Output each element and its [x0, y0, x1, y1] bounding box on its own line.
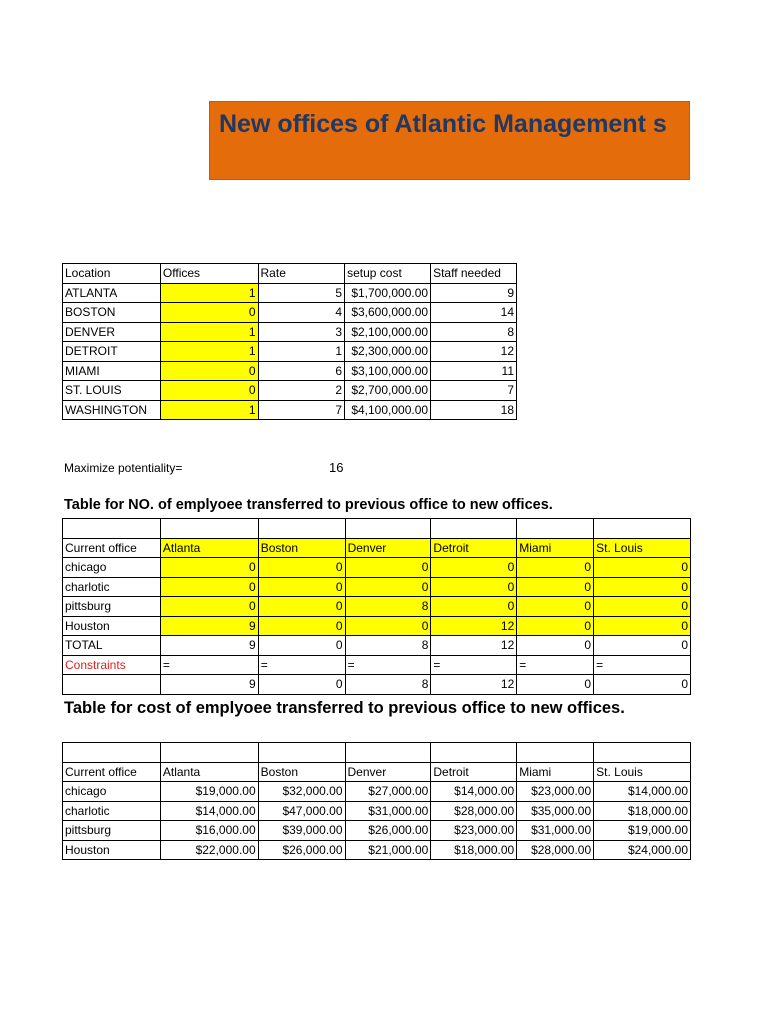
offices-cell[interactable]: 0: [160, 303, 258, 323]
transfer-count-cell[interactable]: 0: [517, 597, 594, 617]
office-name-cell[interactable]: pittsburg: [63, 821, 161, 841]
total-cell[interactable]: 0: [594, 636, 691, 656]
table-row: [63, 342, 517, 362]
empty-cell[interactable]: [63, 675, 161, 695]
locations-table: [62, 263, 517, 420]
transfer-count-cell[interactable]: 0: [594, 616, 691, 636]
required-cell[interactable]: 0: [594, 675, 691, 695]
value-cell[interactable]: 7: [431, 381, 517, 401]
value-cell[interactable]: $3,100,000.00: [345, 361, 431, 381]
transfer-table-heading: Table for NO. of emplyoee transferred to previous office to new offices.: [64, 497, 553, 513]
column-header[interactable]: Detroit: [431, 762, 517, 782]
transfer-count-cell[interactable]: 0: [431, 597, 517, 617]
value-cell[interactable]: 11: [431, 361, 517, 381]
transfer-count-cell[interactable]: 0: [431, 558, 517, 578]
transfer-count-cell[interactable]: 0: [160, 558, 258, 578]
transfer-count-cell[interactable]: 8: [345, 597, 431, 617]
value-cell[interactable]: $1,700,000.00: [345, 283, 431, 303]
column-header[interactable]: Atlanta: [160, 538, 258, 558]
office-name-cell[interactable]: Houston: [63, 616, 161, 636]
empty-cell[interactable]: [63, 743, 161, 763]
offices-cell[interactable]: 1: [160, 283, 258, 303]
table-row: [63, 381, 517, 401]
transfer-count-cell[interactable]: 0: [594, 597, 691, 617]
table-row: [63, 782, 691, 802]
cost-cell[interactable]: $39,000.00: [258, 821, 345, 841]
cost-cell[interactable]: $14,000.00: [431, 782, 517, 802]
transfer-count-cell[interactable]: 0: [160, 577, 258, 597]
objective-label: Maximize potentiality=: [64, 461, 183, 475]
cost-cell[interactable]: $31,000.00: [345, 801, 431, 821]
value-cell[interactable]: 14: [431, 303, 517, 323]
column-header[interactable]: Location: [63, 264, 161, 284]
column-header[interactable]: Miami: [517, 538, 594, 558]
cost-cell[interactable]: $14,000.00: [594, 782, 691, 802]
cost-cell[interactable]: $28,000.00: [431, 801, 517, 821]
header-row: [63, 264, 517, 284]
empty-cell[interactable]: [594, 743, 691, 763]
required-cell[interactable]: 9: [160, 675, 258, 695]
empty-cell[interactable]: [517, 743, 594, 763]
cost-cell[interactable]: $31,000.00: [517, 821, 594, 841]
table-row: [63, 303, 517, 323]
empty-cell[interactable]: [431, 743, 517, 763]
location-name-cell[interactable]: ATLANTA: [63, 283, 161, 303]
title-banner: [209, 101, 690, 180]
value-cell[interactable]: 18: [431, 400, 517, 420]
column-header[interactable]: Offices: [160, 264, 258, 284]
value-cell[interactable]: $4,100,000.00: [345, 400, 431, 420]
value-cell[interactable]: 5: [258, 283, 345, 303]
table-row: [63, 400, 517, 420]
blank-row: [63, 743, 691, 763]
constraints-label[interactable]: Constraints: [63, 655, 161, 675]
location-name-cell[interactable]: DENVER: [63, 322, 161, 342]
column-header[interactable]: Miami: [517, 762, 594, 782]
table-row: [63, 821, 691, 841]
transfer-count-cell[interactable]: 12: [431, 616, 517, 636]
cost-cell[interactable]: $26,000.00: [258, 840, 345, 860]
required-cell[interactable]: 12: [431, 675, 517, 695]
constraint-operator[interactable]: =: [258, 655, 345, 675]
value-cell[interactable]: 7: [258, 400, 345, 420]
cost-cell[interactable]: $23,000.00: [517, 782, 594, 802]
table-row: [63, 283, 517, 303]
column-header[interactable]: Detroit: [431, 538, 517, 558]
cost-cell[interactable]: $32,000.00: [258, 782, 345, 802]
transfer-count-cell[interactable]: 0: [345, 616, 431, 636]
transfer-count-cell[interactable]: 0: [345, 558, 431, 578]
value-cell[interactable]: $3,600,000.00: [345, 303, 431, 323]
office-name-cell[interactable]: pittsburg: [63, 597, 161, 617]
cost-cell[interactable]: $26,000.00: [345, 821, 431, 841]
transfer-count-cell[interactable]: 0: [160, 597, 258, 617]
transfer-table: [62, 518, 691, 695]
transfer-count-cell[interactable]: 0: [431, 577, 517, 597]
value-cell[interactable]: $2,300,000.00: [345, 342, 431, 362]
required-cell[interactable]: 8: [345, 675, 431, 695]
cost-cell[interactable]: $16,000.00: [160, 821, 258, 841]
transfer-count-cell[interactable]: 0: [258, 577, 345, 597]
table-row: [63, 597, 691, 617]
constraint-operator[interactable]: =: [160, 655, 258, 675]
objective-value: 16: [329, 460, 344, 475]
empty-cell[interactable]: [345, 743, 431, 763]
cost-cell[interactable]: $47,000.00: [258, 801, 345, 821]
transfer-count-cell[interactable]: 0: [345, 577, 431, 597]
office-name-cell[interactable]: charlotic: [63, 801, 161, 821]
offices-cell[interactable]: 0: [160, 361, 258, 381]
column-header[interactable]: Denver: [345, 538, 431, 558]
cost-cell[interactable]: $19,000.00: [160, 782, 258, 802]
table-row: [63, 840, 691, 860]
total-cell[interactable]: 9: [160, 636, 258, 656]
cost-cell[interactable]: $24,000.00: [594, 840, 691, 860]
total-cell[interactable]: 0: [258, 636, 345, 656]
cost-cell[interactable]: $23,000.00: [431, 821, 517, 841]
empty-cell[interactable]: [63, 519, 161, 539]
table-row: [63, 801, 691, 821]
transfer-count-cell[interactable]: 0: [517, 577, 594, 597]
constraints-row: [63, 655, 691, 675]
blank-row: [63, 519, 691, 539]
column-header[interactable]: Atlanta: [160, 762, 258, 782]
empty-cell[interactable]: [160, 519, 258, 539]
table-row: [63, 558, 691, 578]
value-cell[interactable]: 2: [258, 381, 345, 401]
header-row: [63, 538, 691, 558]
column-header[interactable]: setup cost: [345, 264, 431, 284]
cost-cell[interactable]: $28,000.00: [517, 840, 594, 860]
cost-table: [62, 742, 691, 860]
column-header[interactable]: Current office: [63, 538, 161, 558]
value-cell[interactable]: 1: [258, 342, 345, 362]
office-name-cell[interactable]: charlotic: [63, 577, 161, 597]
header-row: [63, 762, 691, 782]
column-header[interactable]: St. Louis: [594, 538, 691, 558]
total-cell[interactable]: 12: [431, 636, 517, 656]
empty-cell[interactable]: [258, 743, 345, 763]
offices-cell[interactable]: 1: [160, 342, 258, 362]
table-row: [63, 616, 691, 636]
cost-cell[interactable]: $27,000.00: [345, 782, 431, 802]
column-header[interactable]: Denver: [345, 762, 431, 782]
cost-table-heading: Table for cost of emplyoee transferred to previous office to new offices.: [64, 699, 625, 717]
column-header[interactable]: Rate: [258, 264, 345, 284]
required-cell[interactable]: 0: [517, 675, 594, 695]
total-cell[interactable]: 0: [517, 636, 594, 656]
transfer-count-cell[interactable]: 9: [160, 616, 258, 636]
offices-cell[interactable]: 1: [160, 400, 258, 420]
constraint-operator[interactable]: =: [345, 655, 431, 675]
column-header[interactable]: Staff needed: [431, 264, 517, 284]
value-cell[interactable]: 9: [431, 283, 517, 303]
office-name-cell[interactable]: chicago: [63, 558, 161, 578]
value-cell[interactable]: 4: [258, 303, 345, 323]
required-cell[interactable]: 0: [258, 675, 345, 695]
transfer-count-cell[interactable]: 0: [258, 616, 345, 636]
constraint-operator[interactable]: =: [594, 655, 691, 675]
total-label[interactable]: TOTAL: [63, 636, 161, 656]
transfer-count-cell[interactable]: 0: [517, 616, 594, 636]
office-name-cell[interactable]: Houston: [63, 840, 161, 860]
office-name-cell[interactable]: chicago: [63, 782, 161, 802]
page-title: New offices of Atlantic Management s: [219, 110, 667, 138]
column-header[interactable]: Current office: [63, 762, 161, 782]
value-cell[interactable]: 12: [431, 342, 517, 362]
cost-cell[interactable]: $19,000.00: [594, 821, 691, 841]
value-cell[interactable]: 3: [258, 322, 345, 342]
transfer-count-cell[interactable]: 0: [594, 558, 691, 578]
offices-cell[interactable]: 1: [160, 322, 258, 342]
empty-cell[interactable]: [258, 519, 345, 539]
empty-cell[interactable]: [431, 519, 517, 539]
value-cell[interactable]: 6: [258, 361, 345, 381]
empty-cell[interactable]: [345, 519, 431, 539]
table-row: [63, 361, 517, 381]
total-row: [63, 636, 691, 656]
value-cell[interactable]: 8: [431, 322, 517, 342]
column-header[interactable]: St. Louis: [594, 762, 691, 782]
constraint-operator[interactable]: =: [431, 655, 517, 675]
cost-cell[interactable]: $14,000.00: [160, 801, 258, 821]
table-row: [63, 577, 691, 597]
location-name-cell[interactable]: WASHINGTON: [63, 400, 161, 420]
location-name-cell[interactable]: BOSTON: [63, 303, 161, 323]
value-cell[interactable]: $2,100,000.00: [345, 322, 431, 342]
cost-cell[interactable]: $35,000.00: [517, 801, 594, 821]
column-header[interactable]: Boston: [258, 538, 345, 558]
cost-cell[interactable]: $18,000.00: [594, 801, 691, 821]
transfer-count-cell[interactable]: 0: [258, 558, 345, 578]
empty-cell[interactable]: [160, 743, 258, 763]
constraint-operator[interactable]: =: [517, 655, 594, 675]
location-name-cell[interactable]: MIAMI: [63, 361, 161, 381]
required-row: [63, 675, 691, 695]
transfer-count-cell[interactable]: 0: [517, 558, 594, 578]
cost-cell[interactable]: $22,000.00: [160, 840, 258, 860]
location-name-cell[interactable]: ST. LOUIS: [63, 381, 161, 401]
cost-cell[interactable]: $21,000.00: [345, 840, 431, 860]
column-header[interactable]: Boston: [258, 762, 345, 782]
transfer-count-cell[interactable]: 0: [258, 597, 345, 617]
transfer-count-cell[interactable]: 0: [594, 577, 691, 597]
cost-cell[interactable]: $18,000.00: [431, 840, 517, 860]
value-cell[interactable]: $2,700,000.00: [345, 381, 431, 401]
location-name-cell[interactable]: DETROIT: [63, 342, 161, 362]
empty-cell[interactable]: [517, 519, 594, 539]
empty-cell[interactable]: [594, 519, 691, 539]
table-row: [63, 322, 517, 342]
offices-cell[interactable]: 0: [160, 381, 258, 401]
total-cell[interactable]: 8: [345, 636, 431, 656]
